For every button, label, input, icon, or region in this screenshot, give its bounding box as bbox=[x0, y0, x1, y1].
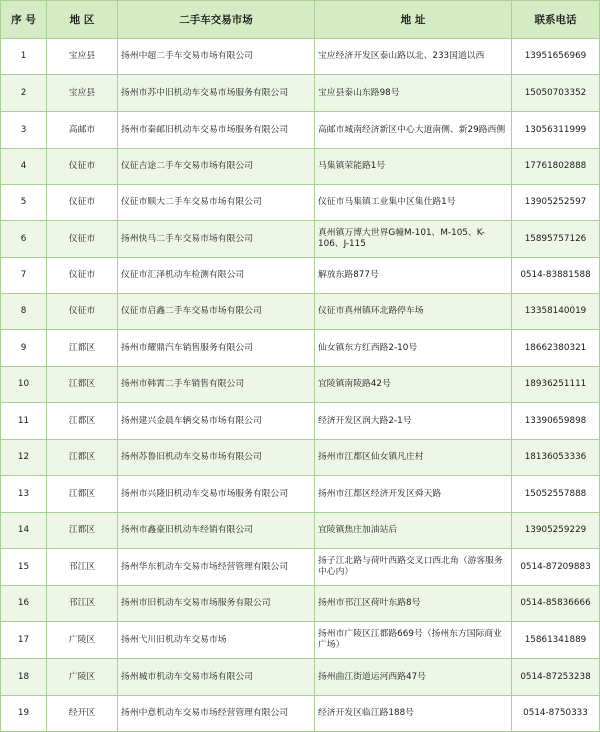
cell-region: 江都区 bbox=[47, 476, 118, 513]
cell-market-name: 扬州市秦邮旧机动车交易市场服务有限公司 bbox=[118, 112, 315, 149]
table-row bbox=[1, 476, 600, 513]
cell-market-name: 扬州建兴金晨车辆交易市场有限公司 bbox=[118, 403, 315, 440]
cell-phone: 0514-85836666 bbox=[512, 586, 600, 622]
cell-market-name: 扬州苏鲁旧机动车交易市场有限公司 bbox=[118, 440, 315, 476]
cell-serial-number: 4 bbox=[1, 149, 47, 185]
cell-address: 高邮市城南经济新区中心大道南侧、新29路西侧 bbox=[315, 112, 512, 149]
cell-serial-number: 9 bbox=[1, 330, 47, 367]
cell-address: 扬州市广陵区江都路669号（扬州东方国际商业广场） bbox=[315, 622, 512, 659]
cell-serial-number: 2 bbox=[1, 75, 47, 112]
cell-address: 仙女镇东方红西路2-10号 bbox=[315, 330, 512, 367]
cell-phone: 15050703352 bbox=[512, 75, 600, 112]
cell-address: 宜陵镇焦庄加油站后 bbox=[315, 513, 512, 549]
cell-phone: 15052557888 bbox=[512, 476, 600, 513]
cell-region: 邗江区 bbox=[47, 549, 118, 586]
header-phone: 联系电话 bbox=[512, 1, 600, 39]
cell-region: 江都区 bbox=[47, 330, 118, 367]
table-row bbox=[1, 39, 600, 75]
cell-address: 宜陵镇南陵路42号 bbox=[315, 367, 512, 403]
cell-market-name: 扬州城市机动车交易市场有限公司 bbox=[118, 659, 315, 696]
cell-serial-number: 1 bbox=[1, 39, 47, 75]
table-row bbox=[1, 586, 600, 622]
cell-region: 江都区 bbox=[47, 403, 118, 440]
cell-region: 经开区 bbox=[47, 696, 118, 732]
cell-region: 宝应县 bbox=[47, 75, 118, 112]
cell-address: 真州镇万博大世界G幢M-101、M-105、K-106、J-115 bbox=[315, 221, 512, 258]
cell-address: 马集镇荣能路1号 bbox=[315, 149, 512, 185]
cell-market-name: 扬州市耀鼎汽车销售服务有限公司 bbox=[118, 330, 315, 367]
cell-region: 仪征市 bbox=[47, 294, 118, 330]
header-address: 地 址 bbox=[315, 1, 512, 39]
table-row bbox=[1, 440, 600, 476]
cell-phone: 15861341889 bbox=[512, 622, 600, 659]
cell-address: 经济开发区临江路188号 bbox=[315, 696, 512, 732]
table-row bbox=[1, 221, 600, 258]
table-row bbox=[1, 330, 600, 367]
cell-serial-number: 13 bbox=[1, 476, 47, 513]
table-row bbox=[1, 185, 600, 221]
table-row bbox=[1, 258, 600, 294]
cell-serial-number: 14 bbox=[1, 513, 47, 549]
header-serial-number: 序 号 bbox=[1, 1, 47, 39]
cell-market-name: 扬州市韩霄二手车销售有限公司 bbox=[118, 367, 315, 403]
cell-region: 广陵区 bbox=[47, 659, 118, 696]
cell-phone: 13905252597 bbox=[512, 185, 600, 221]
cell-region: 江都区 bbox=[47, 440, 118, 476]
table-row bbox=[1, 622, 600, 659]
cell-address: 解放东路877号 bbox=[315, 258, 512, 294]
cell-region: 广陵区 bbox=[47, 622, 118, 659]
cell-market-name: 扬州市鑫豪旧机动车经销有限公司 bbox=[118, 513, 315, 549]
cell-serial-number: 7 bbox=[1, 258, 47, 294]
cell-phone: 0514-87209883 bbox=[512, 549, 600, 586]
cell-market-name: 仪征吉途二手车交易市场有限公司 bbox=[118, 149, 315, 185]
cell-address: 宝应县泰山东路98号 bbox=[315, 75, 512, 112]
cell-region: 宝应县 bbox=[47, 39, 118, 75]
table-row bbox=[1, 659, 600, 696]
cell-serial-number: 16 bbox=[1, 586, 47, 622]
cell-market-name: 扬州华东机动车交易市场经营管理有限公司 bbox=[118, 549, 315, 586]
cell-serial-number: 19 bbox=[1, 696, 47, 732]
table-row bbox=[1, 294, 600, 330]
cell-phone: 13056311999 bbox=[512, 112, 600, 149]
table-header-row bbox=[1, 1, 600, 39]
cell-phone: 17761802888 bbox=[512, 149, 600, 185]
table-row bbox=[1, 549, 600, 586]
cell-region: 仪征市 bbox=[47, 149, 118, 185]
cell-region: 仪征市 bbox=[47, 185, 118, 221]
cell-phone: 18662380321 bbox=[512, 330, 600, 367]
header-market: 二手车交易市场 bbox=[118, 1, 315, 39]
cell-market-name: 扬州市兴隆旧机动车交易市场服务有限公司 bbox=[118, 476, 315, 513]
cell-market-name: 扬州弋川旧机动车交易市场 bbox=[118, 622, 315, 659]
table-row bbox=[1, 75, 600, 112]
header-region: 地 区 bbox=[47, 1, 118, 39]
cell-market-name: 扬州中超二手车交易市场有限公司 bbox=[118, 39, 315, 75]
cell-market-name: 仪征市启鑫二手车交易市场有限公司 bbox=[118, 294, 315, 330]
cell-address: 仪征市真州镇环北路停车场 bbox=[315, 294, 512, 330]
cell-market-name: 仪征市顺大二手车交易市场有限公司 bbox=[118, 185, 315, 221]
cell-serial-number: 5 bbox=[1, 185, 47, 221]
cell-market-name: 扬州市苏中旧机动车交易市场服务有限公司 bbox=[118, 75, 315, 112]
table-body bbox=[1, 39, 600, 732]
cell-serial-number: 17 bbox=[1, 622, 47, 659]
cell-address: 扬州市江都区仙女镇凡庄村 bbox=[315, 440, 512, 476]
cell-serial-number: 18 bbox=[1, 659, 47, 696]
cell-serial-number: 6 bbox=[1, 221, 47, 258]
cell-phone: 0514-8750333 bbox=[512, 696, 600, 732]
cell-region: 江都区 bbox=[47, 367, 118, 403]
cell-serial-number: 8 bbox=[1, 294, 47, 330]
cell-address: 扬州市邗江区荷叶东路8号 bbox=[315, 586, 512, 622]
table-row bbox=[1, 513, 600, 549]
cell-serial-number: 3 bbox=[1, 112, 47, 149]
cell-serial-number: 10 bbox=[1, 367, 47, 403]
cell-phone: 13358140019 bbox=[512, 294, 600, 330]
cell-phone: 18936251111 bbox=[512, 367, 600, 403]
cell-region: 仪征市 bbox=[47, 221, 118, 258]
cell-phone: 13390659898 bbox=[512, 403, 600, 440]
table-row bbox=[1, 367, 600, 403]
cell-address: 仪征市马集镇工业集中区集仕路1号 bbox=[315, 185, 512, 221]
cell-market-name: 扬州快马二手车交易市场有限公司 bbox=[118, 221, 315, 258]
cell-address: 扬州市江都区经济开发区舜天路 bbox=[315, 476, 512, 513]
cell-market-name: 扬州市旧机动车交易市场服务有限公司 bbox=[118, 586, 315, 622]
cell-phone: 0514-83881588 bbox=[512, 258, 600, 294]
cell-region: 仪征市 bbox=[47, 258, 118, 294]
cell-address: 经济开发区润大路2-1号 bbox=[315, 403, 512, 440]
cell-market-name: 仪征市汇泽机动车检测有限公司 bbox=[118, 258, 315, 294]
cell-phone: 13905259229 bbox=[512, 513, 600, 549]
table-row bbox=[1, 112, 600, 149]
table-row bbox=[1, 149, 600, 185]
cell-market-name: 扬州中意机动车交易市场经营管理有限公司 bbox=[118, 696, 315, 732]
cell-address: 扬州曲江街道运河西路47号 bbox=[315, 659, 512, 696]
cell-region: 邗江区 bbox=[47, 586, 118, 622]
cell-phone: 18136053336 bbox=[512, 440, 600, 476]
cell-region: 高邮市 bbox=[47, 112, 118, 149]
cell-phone: 15895757126 bbox=[512, 221, 600, 258]
cell-serial-number: 11 bbox=[1, 403, 47, 440]
cell-address: 宝应经济开发区泰山路以北、233国道以西 bbox=[315, 39, 512, 75]
cell-serial-number: 15 bbox=[1, 549, 47, 586]
cell-region: 江都区 bbox=[47, 513, 118, 549]
table-row bbox=[1, 403, 600, 440]
cell-serial-number: 12 bbox=[1, 440, 47, 476]
cell-phone: 0514-87253238 bbox=[512, 659, 600, 696]
table-row bbox=[1, 696, 600, 732]
cell-phone: 13951656969 bbox=[512, 39, 600, 75]
cell-address: 扬子江北路与荷叶西路交叉口西北角（游客服务中心内） bbox=[315, 549, 512, 586]
